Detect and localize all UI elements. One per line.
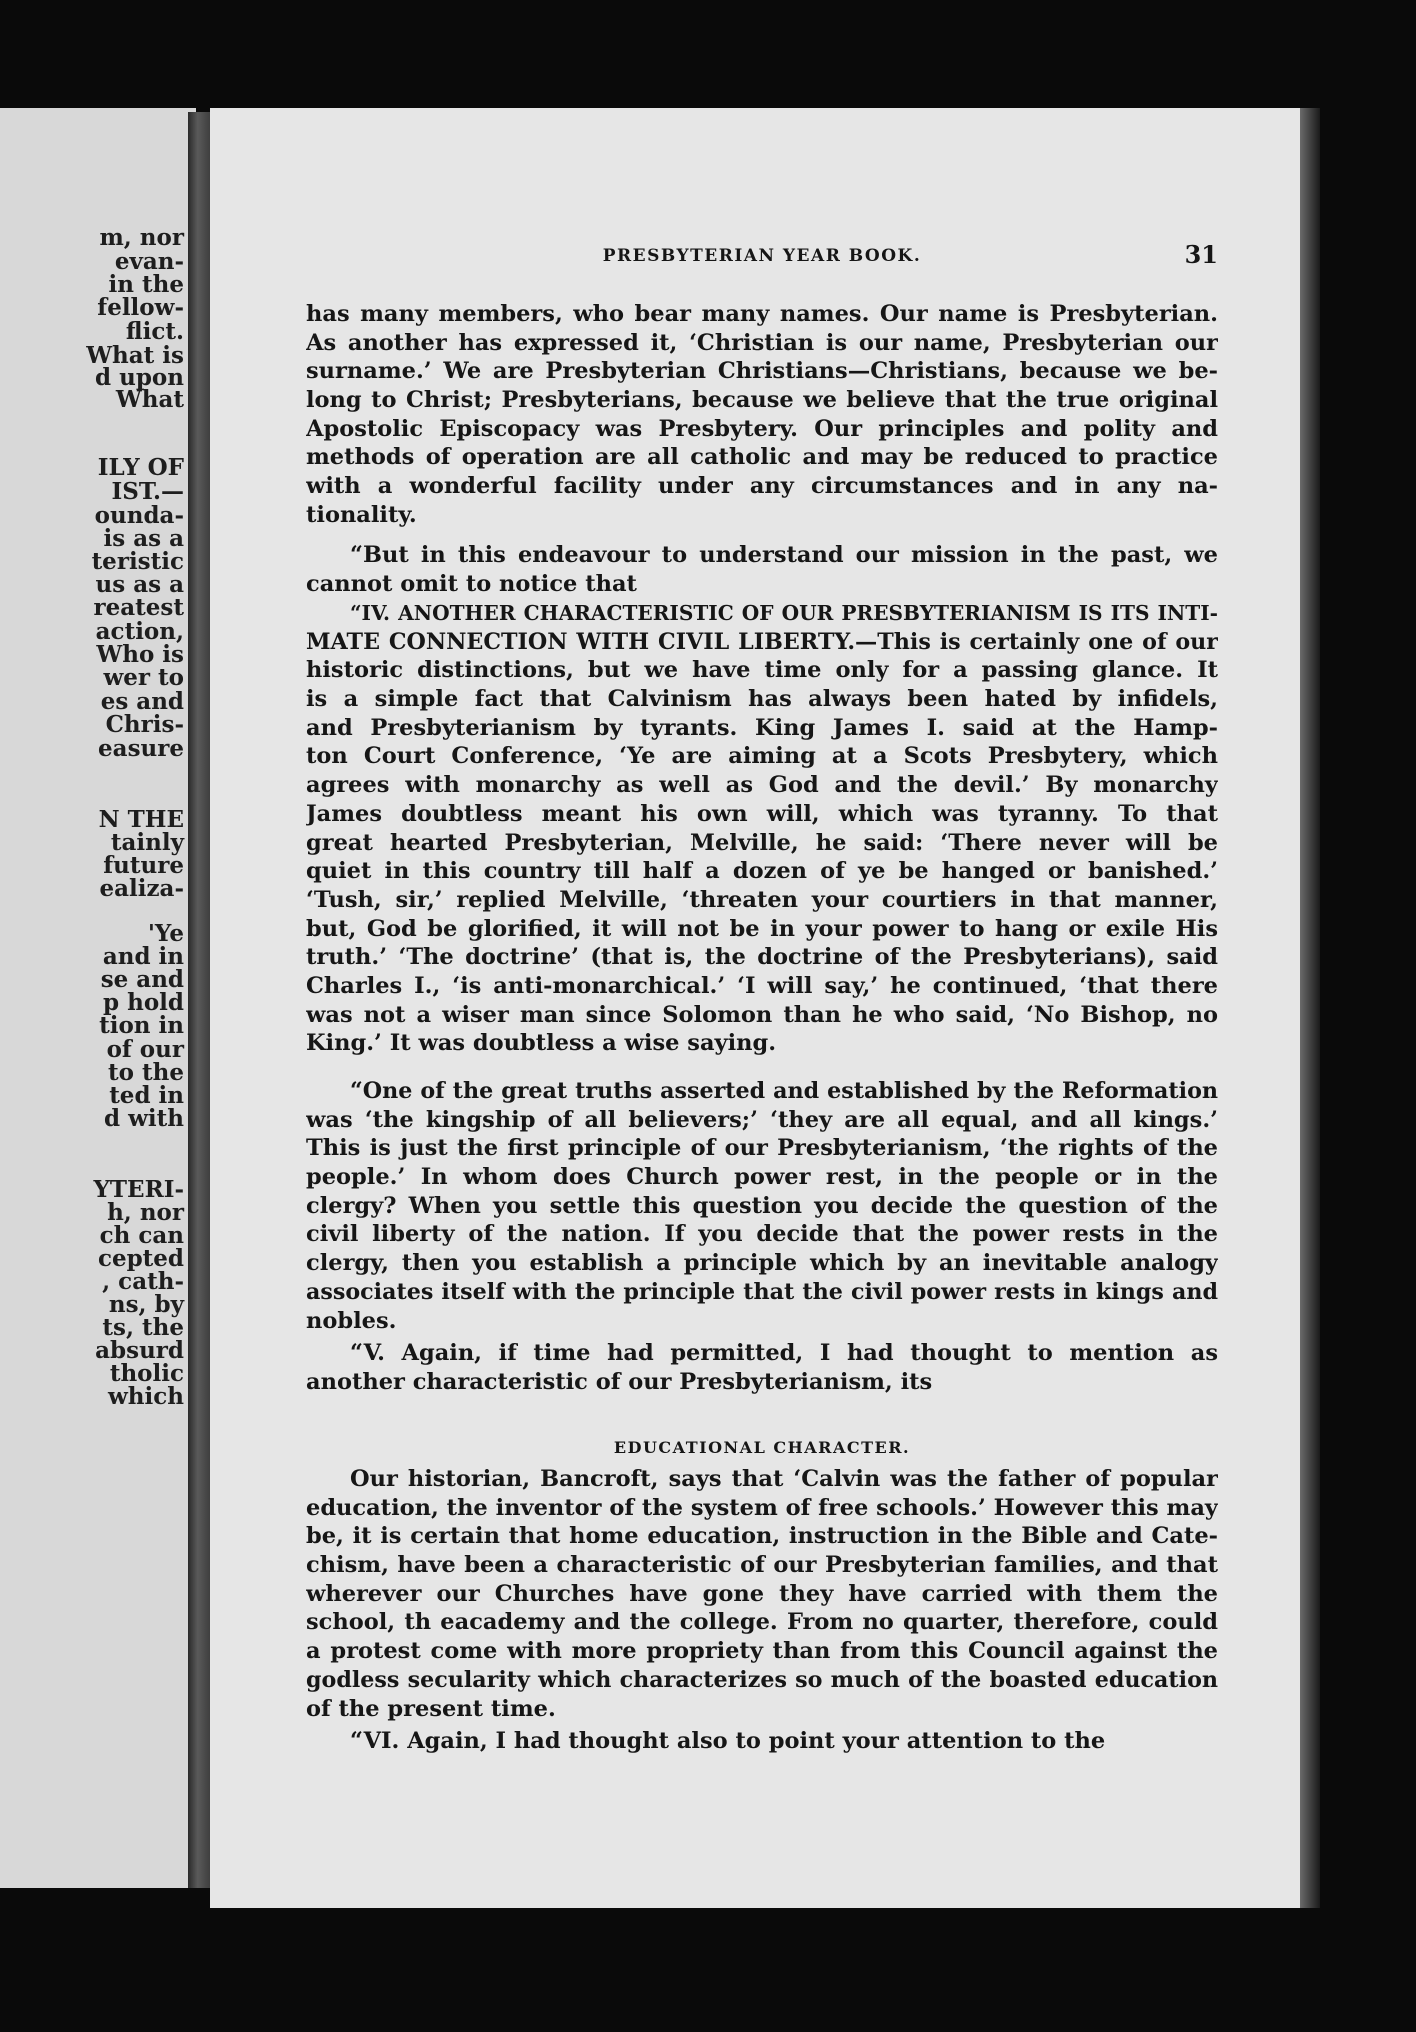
text-line: clergy, then you establish a principle which by an inevitable analogy [306, 1250, 1218, 1277]
left-page-fragment: p hold [103, 989, 184, 1016]
left-page-fragment: absurd [95, 1337, 184, 1364]
paragraph [306, 300, 1218, 530]
text-line: was not a wiser man since Solomon than he who said, ‘No Bishop, no [306, 1001, 1218, 1028]
text-line: civil liberty of the nation. If you decide that the power rests in the [306, 1221, 1218, 1248]
left-page-fragment: of our [106, 1036, 184, 1063]
text-line: Our historian, Bancroft, says that ‘Calvin was the father of popular [350, 1466, 1218, 1492]
left-page-fragment: future [103, 852, 184, 879]
left-page-fragment: tion in [99, 1012, 184, 1039]
text-line: clergy? When you settle this question you decide the question of the [306, 1192, 1218, 1219]
left-page-fragment: What is [86, 342, 184, 369]
left-page-fragment: What [115, 386, 184, 413]
text-line: was ‘the kingship of all believers;’ ‘they are all equal, and all kings.’ [306, 1106, 1218, 1133]
text-line: people.’ In whom does Church power rest, in the people or in the [306, 1164, 1218, 1191]
left-page-fragment: to the [108, 1059, 184, 1086]
page-number: 31 [1184, 240, 1218, 269]
text-line: James doubtless meant his own will, which was tyranny. To that [306, 800, 1218, 827]
left-page-fragment: cepted [97, 1245, 184, 1272]
text-line: Charles I., ‘is anti-monarchical.’ ‘I will say,’ he continued, ‘that there [306, 972, 1218, 999]
left-page-fragment: flict. [125, 318, 184, 345]
paragraph [306, 599, 1218, 1058]
text-line: chism, have been a characteristic of our Presbyterian families, and that [306, 1552, 1218, 1579]
left-page-fragment: Chris- [105, 711, 184, 738]
left-page-fragment: tholic [109, 1360, 184, 1387]
left-page-fragment: 'Ye [147, 920, 184, 947]
left-page-fragment: is as a [103, 525, 184, 552]
text-line: “One of the great truths asserted and established by the Reformation [350, 1078, 1218, 1104]
text-line: education, the inventor of the system of free schools.’ However this may [306, 1494, 1218, 1521]
left-page-fragment: es and [100, 688, 184, 715]
text-line: ‘Tush, sir,’ replied Melville, ‘threaten your courtiers in that manner, [306, 886, 1218, 913]
left-page-fragment: and in [102, 943, 184, 970]
text-line: school, th eacademy and the college. From no quarter, therefore, could [306, 1609, 1218, 1636]
text-line: surname.’ We are Presbyterian Christians—Christians, because we be- [306, 358, 1218, 385]
text-line: “VI. Again, I had thought also to point your attention to the [350, 1728, 1106, 1754]
left-page-fragment: se and [100, 966, 184, 993]
text-line: ton Court Conference, ‘Ye are aiming at a Scots Presbytery, which [306, 743, 1218, 770]
left-page-fragment: wer to [103, 664, 184, 691]
text-line: with a wonderful facility under any circumstances and in any na- [306, 473, 1218, 500]
left-page-fragment: ns, by [108, 1291, 184, 1318]
text-line: nobles. [306, 1307, 397, 1334]
text-line: godless secularity which characterizes so much of the boasted education [306, 1666, 1218, 1693]
text-line: “IV. ANOTHER CHARACTERISTIC OF OUR PRESBYTERIANISM IS ITS INTI- [350, 601, 1218, 625]
page-header [306, 240, 1218, 280]
left-page-fragment: d with [104, 1105, 184, 1132]
left-page-fragment: ted in [109, 1082, 184, 1109]
text-line: a protest come with more propriety than from this Council against the [306, 1638, 1218, 1665]
text-line: methods of operation are all catholic and may be reduced to practice [306, 444, 1218, 471]
text-line: and Presbyterianism by tyrants. King James I. said at the Hamp- [306, 714, 1218, 741]
running-head: PRESBYTERIAN YEAR BOOK. [602, 246, 922, 266]
text-line: long to Christ; Presbyterians, because we believe that the true original [306, 387, 1218, 414]
subheading-text: EDUCATIONAL CHARACTER. [613, 1438, 911, 1457]
text-line: Apostolic Episcopacy was Presbytery. Our principles and polity and [306, 415, 1218, 442]
text-line: cannot omit to notice that [306, 570, 637, 597]
section-subheading [306, 1434, 1218, 1463]
text-line: has many members, who bear many names. Our name is Presbyterian. [306, 301, 1218, 327]
left-page-fragment: IST.— [111, 478, 184, 505]
text-line: be, it is certain that home education, instruction in the Bible and Cate- [306, 1523, 1218, 1550]
text-line: King.’ It was doubtless a wise saying. [306, 1030, 777, 1057]
text-line: another characteristic of our Presbyterianism, its [306, 1368, 933, 1395]
left-facing-page [0, 108, 196, 1888]
text-line: associates itself with the principle that the civil power rests in kings and [306, 1278, 1218, 1305]
left-page-fragment: us as a [95, 571, 184, 598]
text-line: wherever our Churches have gone they have carried with them the [306, 1580, 1218, 1607]
left-page-fragment: ts, the [102, 1314, 184, 1341]
left-page-fragment: reatest [93, 594, 184, 621]
left-page-fragment: ealiza- [99, 875, 184, 902]
left-page-fragment: , cath- [102, 1268, 184, 1295]
text-line: This is just the first principle of our Presbyterianism, ‘the rights of the [306, 1135, 1218, 1162]
left-page-fragment: in the [108, 271, 184, 298]
paragraph [306, 541, 1218, 598]
paragraph [306, 1339, 1218, 1396]
text-line: “V. Again, if time had permitted, I had thought to mention as [350, 1340, 1218, 1366]
text-line: agrees with monarchy as well as God and the devil.’ By monarchy [306, 772, 1218, 799]
left-page-fragment: Who is [96, 641, 184, 668]
text-line: of the present time. [306, 1695, 556, 1722]
text-line: tionality. [306, 501, 417, 528]
left-page-fragment: m, nor [99, 224, 184, 251]
text-line: is a simple fact that Calvinism has always been hated by infidels, [306, 686, 1218, 713]
paragraph [306, 1465, 1218, 1723]
paragraph [306, 1727, 1218, 1756]
left-page-fragment: evan- [114, 248, 184, 275]
text-line: but, God be glorified, it will not be in your power to hang or exile His [306, 915, 1218, 942]
text-line: quiet in this country till half a dozen of ye be hanged or banished.’ [306, 858, 1218, 885]
left-page-fragment: h, nor [107, 1199, 184, 1226]
left-page-fragment: which [108, 1383, 184, 1410]
book-gutter [188, 112, 212, 1888]
left-page-fragment: fellow- [97, 294, 184, 321]
left-page-fragment: ch can [99, 1222, 184, 1249]
left-page-fragment: tainly [110, 829, 184, 856]
left-page-fragment: easure [98, 735, 184, 762]
text-line: MATE CONNECTION WITH CIVIL LIBERTY.—This is certainly one of our [306, 628, 1218, 655]
text-line: truth.’ ‘The doctrine’ (that is, the doctrine of the Presbyterians), said [306, 944, 1218, 971]
left-page-fragment: teristic [91, 548, 184, 575]
paragraph [306, 1077, 1218, 1335]
left-page-fragment: action, [95, 618, 184, 645]
left-page-fragment: N THE [98, 806, 184, 833]
text-line: great hearted Presbyterian, Melville, he said: ‘There never will be [306, 829, 1218, 856]
left-page-fragment: YTERI- [93, 1176, 184, 1203]
left-page-fragment: d upon [95, 364, 184, 391]
page-edge-shadow [1300, 108, 1320, 1908]
text-line: “But in this endeavour to understand our mission in the past, we [350, 542, 1218, 568]
left-page-fragment: ounda- [94, 502, 184, 529]
left-page-fragment: ILY OF [97, 454, 184, 481]
text-line: As another has expressed it, ‘Christian is our name, Presbyterian our [306, 329, 1218, 356]
text-line: historic distinctions, but we have time only for a passing glance. It [306, 657, 1218, 684]
